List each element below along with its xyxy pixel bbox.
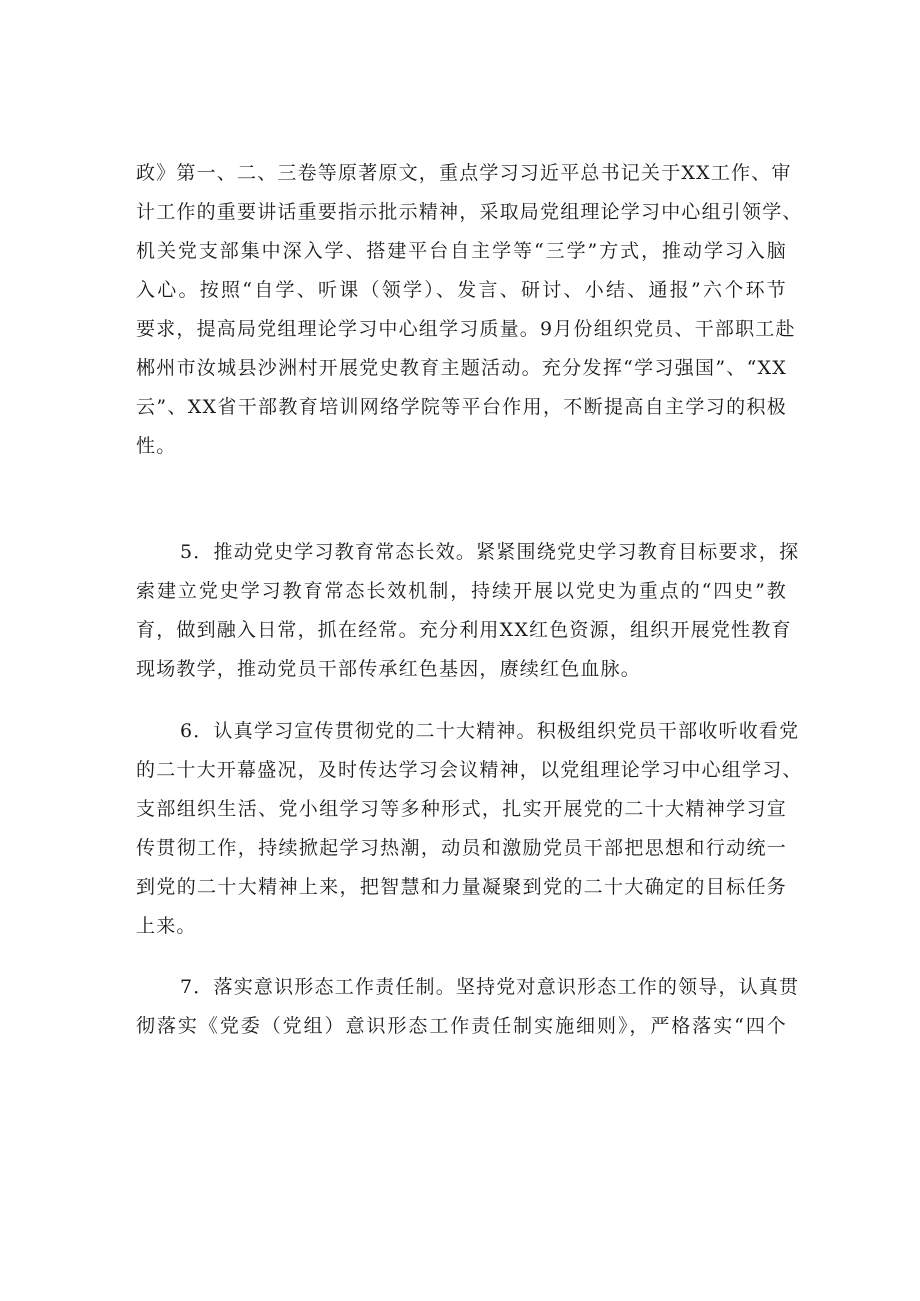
text-line: 7．落实意识形态工作责任制。坚持党对意识形态工作的领导，认真贯 [180,976,800,998]
text-line: 性。 [136,435,177,457]
text-line: 郴州市汝城县沙洲村开展党史教育主题活动。充分发挥“学习强国”、“XX [136,357,787,379]
text-line: 彻落实《党委（党组）意识形态工作责任制实施细则》，严格落实“四个 [136,1015,787,1037]
text-line: 要求，提高局党组理论学习中心组学习质量。9月份组织党员、干部职工赴 [136,318,796,340]
text-line: 计工作的重要讲话重要指示批示精神，采取局党组理论学习中心组引领学、 [136,201,803,223]
text-line: 政》第一、二、三卷等原著原文，重点学习习近平总书记关于XX工作、审 [136,162,792,184]
text-line: 育，做到融入日常，抓在经常。充分利用XX红色资源，组织开展党性教育 [136,619,792,641]
text-line: 上来。 [136,915,197,937]
text-line: 现场教学，推动党员干部传承红色基因，赓续红色血脉。 [136,658,642,680]
text-line: 索建立党史学习教育常态长效机制，持续开展以党史为重点的“四史”教 [136,580,787,602]
text-line: 支部组织生活、党小组学习等多种形式，扎实开展党的二十大精神学习宣 [136,798,787,820]
text-line: 到党的二十大精神上来，把智慧和力量凝聚到党的二十大确定的目标任务 [136,876,787,898]
text-line: 6．认真学习宣传贯彻党的二十大精神。积极组织党员干部收听收看党 [180,720,800,742]
text-line: 机关党支部集中深入学、搭建平台自主学等“三学”方式，推动学习入脑 [136,240,787,262]
text-line: 入心。按照“自学、听课（领学）、发言、研讨、小结、通报”六个环节 [136,279,787,301]
text-line: 云”、XX省干部教育培训网络学院等平台作用，不断提高自主学习的积极 [136,396,787,418]
text-line: 的二十大开幕盛况，及时传达学习会议精神，以党组理论学习中心组学习、 [136,759,803,781]
text-line: 5．推动党史学习教育常态长效。紧紧围绕党史学习教育目标要求，探 [180,541,800,563]
text-line: 传贯彻工作，持续掀起学习热潮，动员和激励党员干部把思想和行动统一 [136,837,787,859]
